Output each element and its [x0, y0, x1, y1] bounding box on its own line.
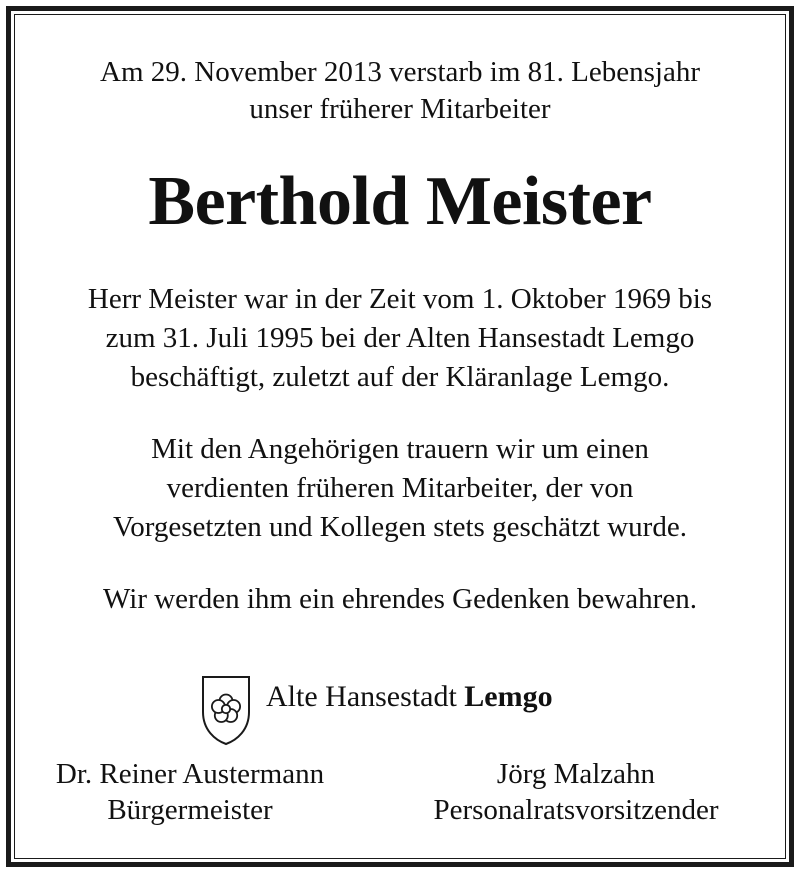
signatory-council-chair: [400, 756, 752, 828]
deceased-name: Berthold Meister: [148, 163, 652, 240]
signatory-role: Personalratsvorsitzender: [433, 794, 719, 826]
signatory-name: Jörg Malzahn: [496, 758, 656, 790]
signatory-role: Bürgermeister: [107, 794, 273, 826]
employment-line-3: beschäftigt, zuletzt auf der Kläranlage Lemgo.: [130, 361, 670, 393]
mourning-line-2: verdienten früheren Mitarbeiter, der von: [166, 472, 634, 504]
intro-text: [0, 54, 800, 128]
organization-logo: [200, 672, 553, 747]
signatory-mayor: [22, 756, 358, 828]
signatory-name: Dr. Reiner Austermann: [55, 758, 325, 790]
employment-paragraph: [0, 280, 800, 397]
organization-name-prefix: Alte Hansestadt: [266, 679, 457, 713]
intro-line-2: unser früherer Mitarbeiter: [249, 93, 551, 125]
employment-line-2: zum 31. Juli 1995 bei der Alten Hansestadt Lemgo: [105, 322, 695, 354]
mourning-line-1: Mit den Angehörigen trauern wir um einen: [151, 433, 649, 465]
remembrance-paragraph: [0, 580, 800, 619]
organization-name-bold: Lemgo: [464, 679, 553, 713]
mourning-line-3: Vorgesetzten und Kollegen stets geschätzt wurde.: [113, 511, 687, 543]
organization-name: [266, 679, 553, 715]
intro-line-1: Am 29. November 2013 verstarb im 81. Lebensjahr: [100, 56, 700, 88]
lemgo-rose-crest-icon: [200, 674, 252, 746]
remembrance-line: Wir werden ihm ein ehrendes Gedenken bewahren.: [103, 583, 697, 615]
mourning-paragraph: [0, 430, 800, 547]
employment-line-1: Herr Meister war in der Zeit vom 1. Oktober 1969 bis: [87, 283, 713, 315]
